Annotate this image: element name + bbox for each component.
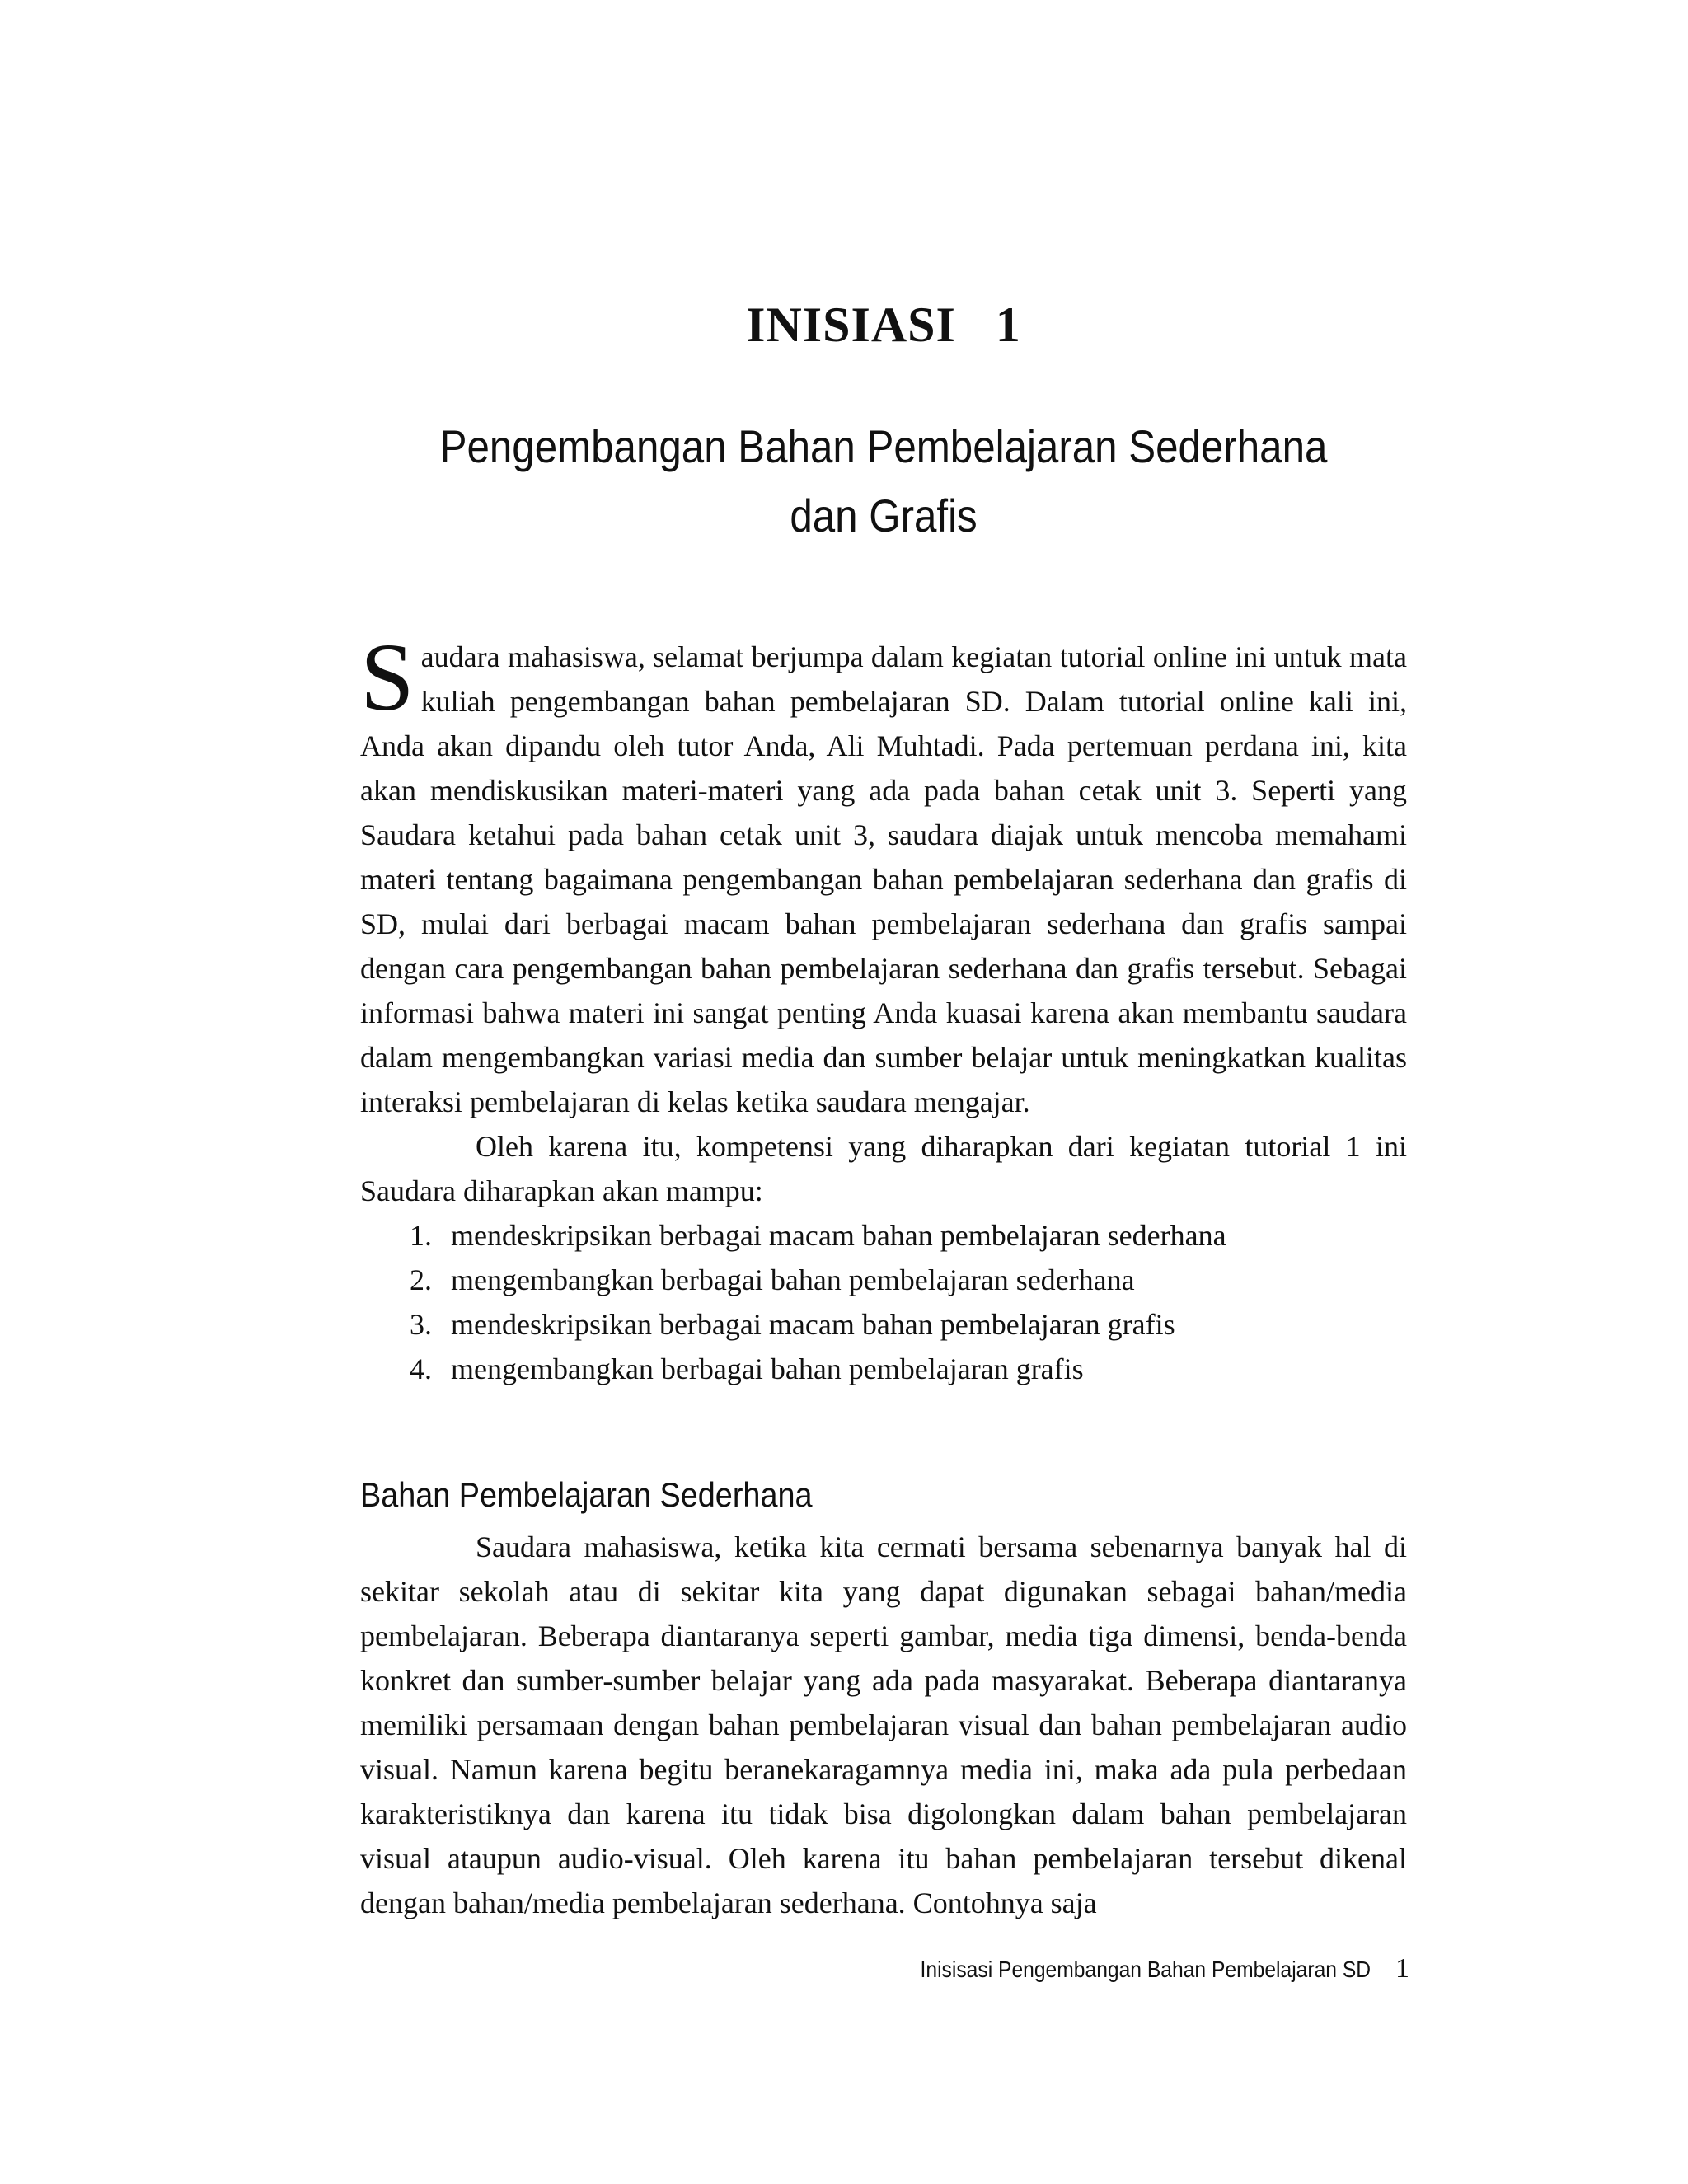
intro-paragraph-text: audara mahasiswa, selamat berjumpa dalam kegiatan tutorial online ini untuk mata kuliah pengembangan bahan pembelajaran SD. Dalam tutorial online kali ini, Anda akan dipandu oleh tutor Anda, Ali Muhtadi. Pada pertemuan perdana ini, kita akan mendiskusikan materi-materi yang ada pada bahan cetak unit 3. Seperti yang Saudara ketahui pada bahan cetak unit 3, saudara diajak untuk mencoba memahami materi tentang bagaimana pengembangan bahan pembelajaran sederhana dan grafis di SD, mulai dari berbagai macam bahan pembelajaran sederhana dan grafis sampai dengan cara pengembangan bahan pembelajaran sederhana dan grafis tersebut. Sebagai informasi bahwa materi ini sangat penting Anda kuasai karena akan membantu saudara dalam mengembangkan variasi media dan sumber belajar untuk meningkatkan kualitas interaksi pembelajaran di kelas ketika saudara mengajar. xyxy=(360,640,1407,1118)
intro-section xyxy=(360,623,1407,1391)
drop-cap: S xyxy=(360,623,415,731)
footer-title: Inisisasi Pengembangan Bahan Pembelajaran SD xyxy=(920,1957,1371,1982)
list-item xyxy=(410,1347,1407,1391)
page-number: 1 xyxy=(1395,1953,1409,1984)
section-paragraph: Saudara mahasiswa, ketika kita cermati bersama sebenarnya banyak hal di sekitar sekolah atau di sekitar kita yang dapat digunakan sebagai bahan/media pembelajaran. Beberapa diantaranya seperti gambar, media tiga dimensi, benda-benda konkret dan sumber-sumber belajar yang ada pada masyarakat. Beberapa diantaranya memiliki persamaan dengan bahan pembelajaran visual dan bahan pembelajaran audio visual. Namun karena begitu beranekaragamnya media ini, maka ada pula perbedaan karakteristiknya dan karena itu tidak bisa digolongkan dalam bahan pembelajaran visual ataupun audio-visual. Oleh karena itu bahan pembelajaran tersebut dikenal dengan bahan/media pembelajaran sederhana. Contohnya saja xyxy=(360,1530,1407,1919)
page-footer xyxy=(859,1953,1409,1985)
list-item-number: 1. xyxy=(410,1219,432,1252)
list-item xyxy=(410,1213,1407,1258)
list-item-text: mendeskripsikan berbagai macam bahan pembelajaran sederhana xyxy=(451,1219,1226,1252)
list-item-number: 4. xyxy=(410,1352,432,1385)
competency-paragraph: Oleh karena itu, kompetensi yang diharapkan dari kegiatan tutorial 1 ini Saudara diharapkan akan mampu: xyxy=(360,1130,1407,1207)
list-item xyxy=(410,1302,1407,1347)
list-item-text: mengembangkan berbagai bahan pembelajaran grafis xyxy=(451,1352,1084,1385)
list-item-text: mengembangkan berbagai bahan pembelajaran sederhana xyxy=(451,1263,1135,1296)
section-heading: Bahan Pembelajaran Sederhana xyxy=(360,1475,813,1514)
subtitle-line-1: Pengembangan Bahan Pembelajaran Sederhana xyxy=(439,420,1328,472)
document-title: INISIASI 1 xyxy=(746,298,1021,352)
section-body xyxy=(360,1525,1407,1925)
intro-paragraph xyxy=(360,623,1407,1124)
document-subtitle xyxy=(423,412,1344,551)
list-item-text: mendeskripsikan berbagai macam bahan pembelajaran grafis xyxy=(451,1308,1175,1341)
subtitle-line-2: dan Grafis xyxy=(790,490,978,541)
list-item-number: 3. xyxy=(410,1308,432,1341)
objectives-list xyxy=(360,1213,1407,1391)
list-item-number: 2. xyxy=(410,1263,432,1296)
list-item xyxy=(410,1258,1407,1302)
